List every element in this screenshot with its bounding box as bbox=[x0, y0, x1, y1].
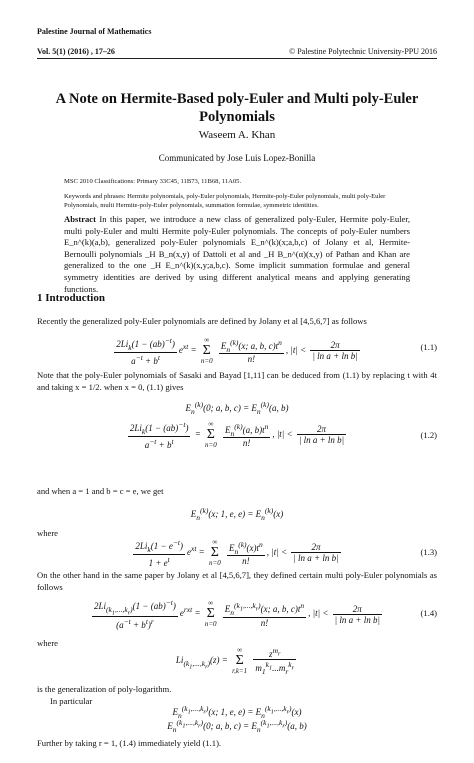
equation-1-2: $\frac{2Li_k(1 - (ab)^{-t})}{a^{-t} + b^t}$ = ∞ Σ n=0 $\frac{E_n^{(k)}(a, b)t^n}{n!}$ , |t| < $\frac{2\pi}{\text{| ln a + ln b|}}$ bbox=[129, 419, 345, 450]
equation-special-case: $E_n^{(k)}(x$; 1, e, $e) = E_n^{(k)}(x)$ bbox=[190, 506, 284, 522]
equation-multi-special-2: $E_n^{(k_1,...,k_r)}(0$; a, b, $c) = E_n^{(k_1,...,k_r)}(a$, b) bbox=[167, 718, 307, 734]
where-label: where bbox=[37, 638, 58, 648]
equation-poly-euler-numbers: $E_n^{(k)}(0$; a, b, $c) = E_n^{(k)}(a$, b) bbox=[185, 400, 289, 416]
paper-title: A Note on Hermite-Based poly-Euler and Multi poly-Euler Polynomials bbox=[55, 91, 419, 125]
intro-paragraph-7: Further by taking r = 1, (1.4) immediately yield (1.1). bbox=[37, 738, 222, 748]
intro-paragraph-1: Recently the generalized poly-Euler polynomials are defined by Jolany et al [4,5,6,7] as follows bbox=[37, 316, 367, 326]
abstract-block bbox=[64, 214, 410, 295]
communicated-by: Communicated by Jose Luis Lopez-Bonilla bbox=[158, 153, 316, 163]
section-heading: 1 Introduction bbox=[37, 292, 105, 304]
intro-paragraph-6: In particular bbox=[50, 696, 93, 706]
equation-1-4: $\frac{2Li_{(k_1,...,k_r)}(1 - (ab)^{-t})}{(a^{-t} + b^t)^r}$ $e^{rxt}$ = ∞ Σ n=0 $\frac{E_n^{(k_1,...,k_r)}(x; a, b, c)t^n}{n!}$ , |t| < $\frac{2\pi}{\text{| ln a + ln b|}}$ bbox=[94, 598, 380, 631]
journal-name: Palestine Journal of Mathematics bbox=[37, 27, 152, 36]
keywords: Keywords and phrases: Hermite polynomials, poly-Euler polynomials, Hermite-poly-Euler polynomials, multi poly-Euler Polynomials, multi Hermite-poly-Euler polynomials, summation formulae, symmetric identities. bbox=[64, 193, 386, 209]
equation-multi-special-1: $E_n^{(k_1,...,k_r)}(x$; 1, e, $e) = E_n^{(k_1,...,k_r)}(x)$ bbox=[172, 704, 302, 720]
equation-1-3: $\frac{2Li_k(1 - e^{-t})}{1 + e^t}$ $e^{xt}$ = ∞ Σ n=0 $\frac{E_n^{(k)}(x)t^n}{n!}$ , |t| < $\frac{2\pi}{\text{| ln a + ln b|}}$ bbox=[135, 537, 339, 568]
intro-paragraph-5: is the generalization of poly-logarithm. bbox=[37, 684, 172, 694]
volume-info: Vol. 5(1) (2016) , 17–26 bbox=[37, 47, 115, 56]
abstract-label: Abstract bbox=[64, 214, 96, 224]
author: Waseem A. Khan bbox=[198, 129, 276, 141]
copyright: © Palestine Polytechnic University-PPU 2016 bbox=[289, 47, 437, 56]
equation-number: (1.1) bbox=[420, 342, 437, 352]
equation-1-1: $\frac{2Li_k(1 - (ab)^{-t})}{a^{-t} + b^t}$ $e^{xt}$ = ∞ Σ n=0 $\frac{E_n^{(k)}(x; a, b, c)t^n}{n!}$ , |t| < $\frac{2\pi}{\text{| ln a + ln b|}}$ bbox=[116, 335, 358, 366]
equation-multi-polylog: $Li_{(k_1,...,k_r)}(z)$ = ∞ Σ r,k=1 $\frac{z^{m_r}}{m_1^{k_1}...m_r^{k_r}}$ bbox=[175, 645, 295, 676]
equation-number: (1.3) bbox=[420, 547, 437, 557]
equation-number: (1.4) bbox=[420, 608, 437, 618]
where-label: where bbox=[37, 528, 58, 538]
intro-paragraph-2: Note that the poly-Euler polynomials of Sasaki and Bayad [1,11] can be deduced from (1.1) by replacing t with 4t and taking x = 1/2. when x = 0, (1.1) gives bbox=[37, 370, 437, 392]
msc-classification: MSC 2010 Classifications: Primary 33C45, 11B73, 11B68, 11A05. bbox=[64, 178, 242, 185]
header-rule bbox=[37, 58, 437, 59]
intro-paragraph-4: On the other hand in the same paper by Jolany et al [4,5,6,7], they defined certain multi poly-Euler polynomials as follows bbox=[37, 570, 437, 592]
intro-paragraph-3: and when a = 1 and b = c = e, we get bbox=[37, 486, 164, 496]
equation-number: (1.2) bbox=[420, 430, 437, 440]
abstract-text: In this paper, we introduce a new class of generalized poly-Euler, Hermite poly-Euler, multi poly-Euler and multi Hermite poly-Euler polynomials. The concepts of poly-Euler numbers E_n^(k)(a,b), generalized poly-Euler polynomials E_n^(k)(x;a,b,c) of Jolany et al, Hermite-Bernoulli polynomials _H B_n(x,y) of Dattoli et al and _H B_n^(α)(x,y) of Pathan and Khan are generalized to the one _H E_n^(k)(x,y;a,b,c). Some implicit summation formulae and general symmetry identities are derived by using different analytical means and applying generating functions. bbox=[64, 214, 410, 294]
